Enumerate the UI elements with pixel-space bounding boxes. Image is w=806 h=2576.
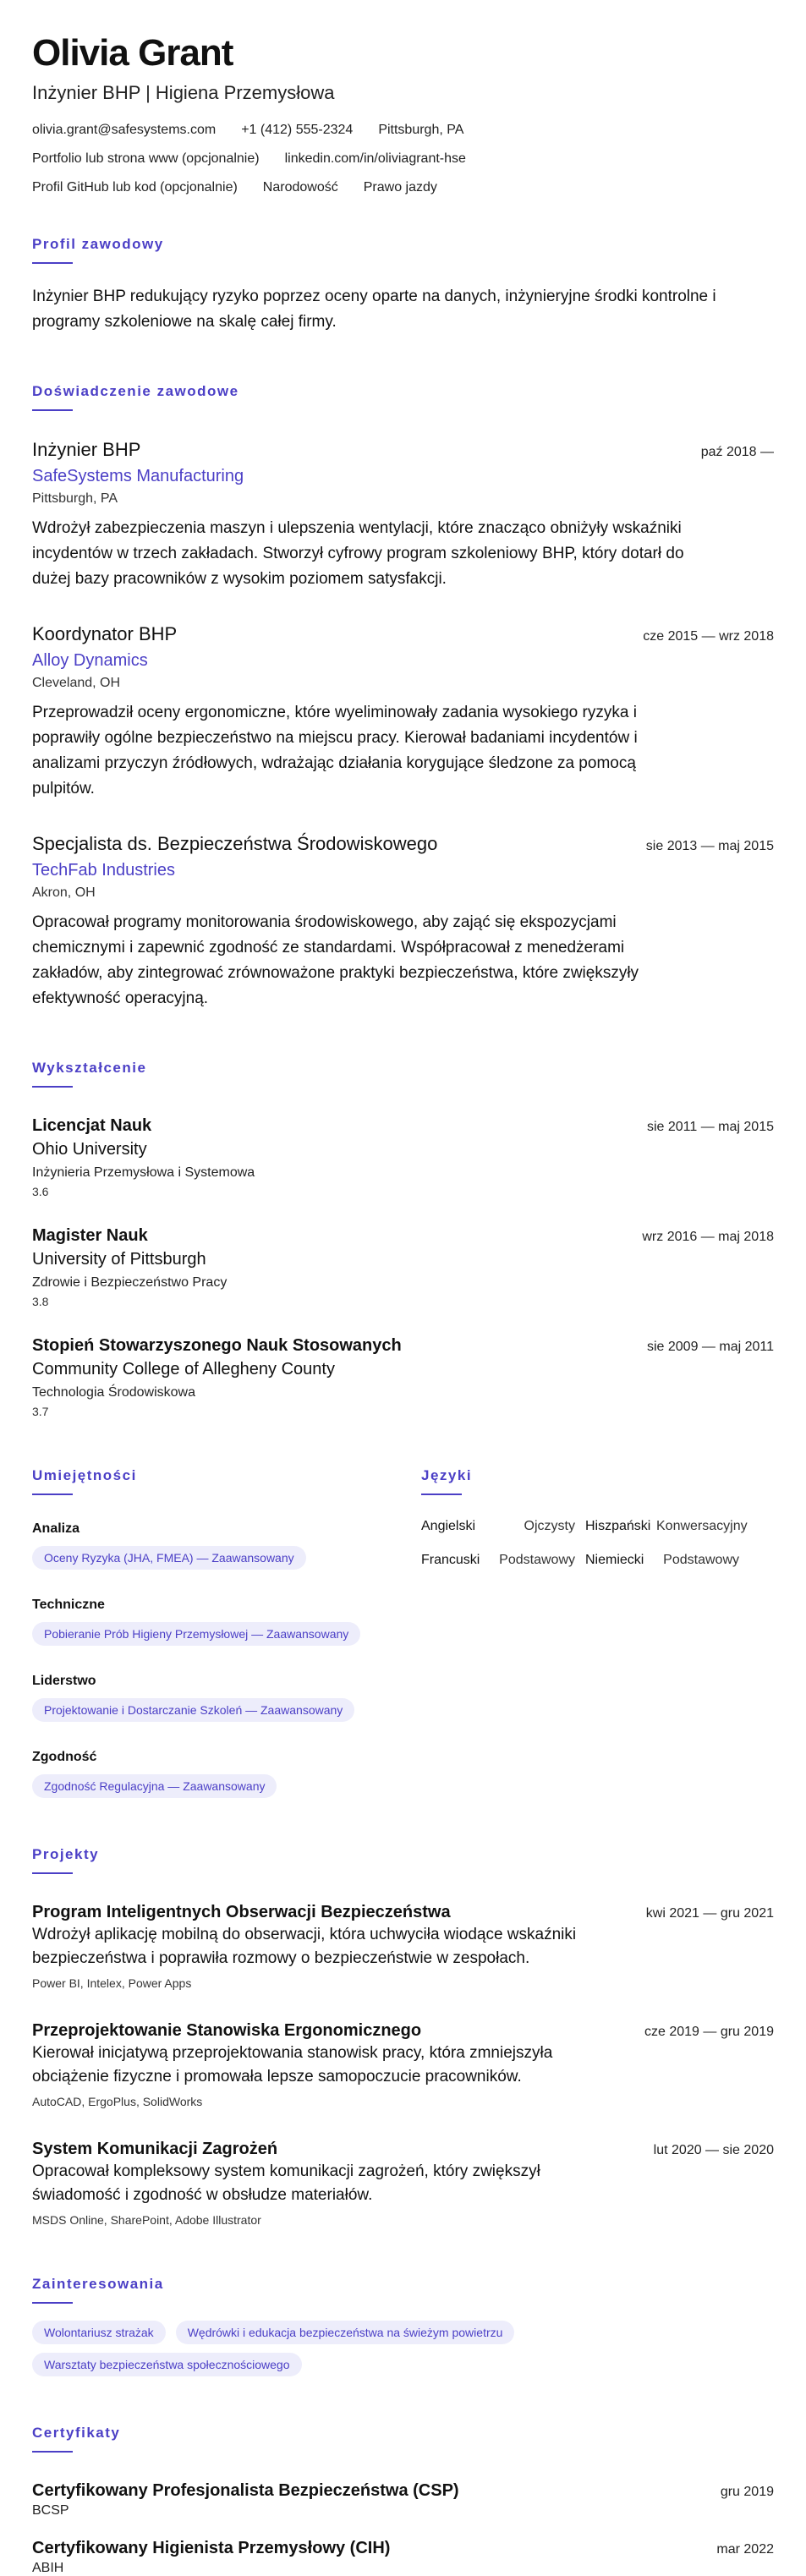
language-name: Angielski [421, 1519, 476, 1533]
project-dates: kwi 2021 — gru 2021 [645, 1906, 774, 1921]
skill-category: Liderstwo [32, 1674, 96, 1688]
skill-pill: Projektowanie i Dostarczanie Szkoleń — Zaawansowany [32, 1698, 354, 1722]
contact-phone[interactable]: +1 (412) 555-2324 [241, 123, 354, 137]
contact-linkedin[interactable]: linkedin.com/in/oliviagrant-hse [284, 151, 466, 166]
job-description: Opracował programy monitorowania środowiskowego, aby zająć się ekspozycjami chemicznymi i zapewnić zgodność ze standardami. Współpracował z menedżerami zakładów, aby zintegrować zrównoważone praktyki bezpieczeństwa, które zwiększyły efektywność operacyjną. [32, 913, 639, 1007]
education-dates: wrz 2016 — maj 2018 [642, 1230, 774, 1244]
interest-pill: Wędrówki i edukacja bezpieczeństwa na świeżym powietrzu [176, 2321, 515, 2344]
project-title: Przeprojektowanie Stanowiska Ergonomicznego [32, 2021, 422, 2040]
contact-nationality: Narodowość [262, 180, 338, 195]
skill-pill: Oceny Ryzyka (JHA, FMEA) — Zaawansowany [32, 1546, 306, 1570]
company-name: Alloy Dynamics [32, 651, 148, 670]
job-title: Specjalista ds. Bezpieczeństwa Środowiskowego [32, 833, 438, 854]
section-title: Projekty [32, 1846, 100, 1862]
languages-grid [421, 1519, 774, 1568]
project-title: System Komunikacji Zagrożeń [32, 2140, 278, 2158]
section-divider [32, 1872, 73, 1874]
experience-entry [32, 622, 774, 802]
contact-location: Pittsburgh, PA [378, 123, 464, 137]
job-dates: cze 2015 — wrz 2018 [643, 629, 774, 644]
section-divider [32, 2451, 73, 2453]
section-title: Umiejętności [32, 1467, 137, 1483]
project-tools: AutoCAD, ErgoPlus, SolidWorks [32, 2095, 203, 2108]
candidate-headline: Inżynier BHP | Higiena Przemysłowa [32, 82, 335, 103]
job-dates: sie 2013 — maj 2015 [645, 839, 774, 853]
contact-github[interactable]: Profil GitHub lub kod (opcjonalnie) [32, 180, 238, 195]
interests-list [32, 2321, 624, 2376]
contact-row [32, 179, 774, 196]
education-entry [32, 1335, 774, 1419]
gpa: 3.6 [32, 1185, 49, 1198]
field-of-study: Inżynieria Przemysłowa i Systemowa [32, 1165, 255, 1180]
experience-entry [32, 438, 774, 592]
contact-row [32, 151, 774, 167]
skill-category: Zgodność [32, 1750, 97, 1764]
education-entry [32, 1115, 774, 1199]
degree-name: Magister Nauk [32, 1226, 148, 1245]
certification-issuer: ABIH [32, 2561, 64, 2575]
school-name: University of Pittsburgh [32, 1250, 206, 1269]
section-divider [32, 1494, 73, 1495]
education-dates: sie 2009 — maj 2011 [646, 1340, 774, 1354]
project-dates: cze 2019 — gru 2019 [644, 2025, 774, 2039]
section-divider [32, 409, 73, 411]
project-dates: lut 2020 — sie 2020 [653, 2143, 774, 2157]
certification-issuer: BCSP [32, 2503, 69, 2518]
contact-driving-license: Prawo jazdy [363, 180, 437, 195]
job-location: Pittsburgh, PA [32, 491, 118, 506]
school-name: Ohio University [32, 1140, 147, 1159]
language-name: Niemiecki [585, 1553, 644, 1567]
section-title: Certyfikaty [32, 2425, 121, 2441]
company-name: TechFab Industries [32, 861, 175, 880]
education-entry [32, 1225, 774, 1309]
section-divider [421, 1494, 462, 1495]
summary-text: Inżynier BHP redukujący ryzyko poprzez oceny oparte na danych, inżynieryjne środki kontrolne i programy szkoleniowe na skalę całej firmy. [32, 288, 716, 331]
section-divider [32, 1086, 73, 1088]
project-entry [32, 2020, 774, 2109]
field-of-study: Zdrowie i Bezpieczeństwo Pracy [32, 1275, 228, 1290]
project-description: Kierował inicjatywą przeprojektowania stanowisk pracy, która zmniejszyła obciążenie fizyczne i promowała lepsze samopoczucie pracowników. [32, 2044, 553, 2085]
certification-title: Certyfikowany Profesjonalista Bezpieczeństwa (CSP) [32, 2481, 459, 2500]
gpa: 3.7 [32, 1405, 49, 1418]
contact-email[interactable]: olivia.grant@safesystems.com [32, 123, 217, 137]
experience-section [32, 382, 774, 1011]
certification-entry [32, 2537, 774, 2576]
certification-title: Certyfikowany Higienista Przemysłowy (CIH) [32, 2539, 391, 2557]
education-section [32, 1059, 774, 1419]
interest-pill: Wolontariusz strażak [32, 2321, 166, 2344]
project-tools: Power BI, Intelex, Power Apps [32, 1976, 192, 1990]
section-divider [32, 2302, 73, 2304]
project-description: Wdrożył aplikację mobilną do obserwacji, która uchwyciła wiodące wskaźniki bezpieczeństwa i poprawiła rozmowy o bezpieczeństwie w zespołach. [32, 1926, 577, 1967]
language-level: Podstawowy [499, 1553, 575, 1567]
languages-section [421, 1419, 774, 1798]
degree-name: Licencjat Nauk [32, 1116, 152, 1135]
skills-section [32, 1419, 421, 1798]
section-title: Zainteresowania [32, 2276, 164, 2292]
language-level: Konwersacyjny [656, 1519, 748, 1533]
section-title: Wykształcenie [32, 1060, 147, 1076]
job-location: Akron, OH [32, 885, 96, 900]
language-level: Podstawowy [663, 1553, 739, 1567]
project-tools: MSDS Online, SharePoint, Adobe Illustrator [32, 2213, 261, 2227]
field-of-study: Technologia Środowiskowa [32, 1385, 195, 1400]
candidate-name: Olivia Grant [32, 32, 233, 74]
skills-languages-row [32, 1419, 774, 1798]
job-description: Przeprowadził oceny ergonomiczne, które wyeliminowały zadania wysokiego ryzyka i poprawiły ogólne bezpieczeństwo na miejscu pracy. Kierował badaniami incydentów i analizami przyczyn źródłowych, wdrażając działania korygujące śledzone za pomocą pulpitów. [32, 704, 638, 797]
resume-header [32, 32, 774, 196]
skill-pill: Zgodność Regulacyjna — Zaawansowany [32, 1774, 277, 1798]
job-dates: paź 2018 — [700, 445, 774, 459]
language-level: Ojczysty [524, 1519, 575, 1533]
experience-entry [32, 832, 774, 1011]
summary-section [32, 235, 774, 335]
job-location: Cleveland, OH [32, 676, 121, 690]
project-description: Opracował kompleksowy system komunikacji zagrożeń, który zwiększył świadomość i zgodność w obsłudze materiałów. [32, 2162, 540, 2204]
section-title: Profil zawodowy [32, 236, 164, 252]
interest-pill: Warsztaty bezpieczeństwa społecznościowego [32, 2353, 302, 2376]
interests-section [32, 2275, 774, 2376]
certification-date: gru 2019 [720, 2485, 774, 2499]
section-divider [32, 262, 73, 264]
degree-name: Stopień Stowarzyszonego Nauk Stosowanych [32, 1336, 402, 1355]
project-entry [32, 2138, 774, 2228]
project-title: Program Inteligentnych Obserwacji Bezpieczeństwa [32, 1903, 451, 1921]
projects-section [32, 1845, 774, 2228]
section-title: Doświadczenie zawodowe [32, 383, 239, 399]
job-title: Koordynator BHP [32, 623, 178, 644]
certification-date: mar 2022 [716, 2542, 774, 2557]
company-name: SafeSystems Manufacturing [32, 467, 244, 485]
skill-category: Analiza [32, 1521, 80, 1536]
job-title: Inżynier BHP [32, 439, 141, 460]
gpa: 3.8 [32, 1295, 49, 1308]
contact-row [32, 122, 774, 139]
education-dates: sie 2011 — maj 2015 [646, 1120, 774, 1134]
section-title: Języki [421, 1467, 473, 1483]
job-description: Wdrożył zabezpieczenia maszyn i ulepszenia wentylacji, które znacząco obniżyły wskaźniki incydentów w trzech zakładach. Stworzył cyfrowy program szkoleniowy BHP, który dotarł do dużej bazy pracowników z wysokim poziomem satysfakcji. [32, 519, 684, 588]
language-name: Hiszpański [585, 1519, 651, 1533]
contact-portfolio[interactable]: Portfolio lub strona www (opcjonalnie) [32, 151, 260, 166]
school-name: Community College of Allegheny County [32, 1360, 335, 1378]
project-entry [32, 1901, 774, 1991]
skill-category: Techniczne [32, 1598, 105, 1612]
certification-entry [32, 2480, 774, 2518]
skill-pill: Pobieranie Prób Higieny Przemysłowej — Zaawansowany [32, 1622, 360, 1646]
language-name: Francuski [421, 1553, 480, 1567]
certifications-section [32, 2424, 774, 2576]
